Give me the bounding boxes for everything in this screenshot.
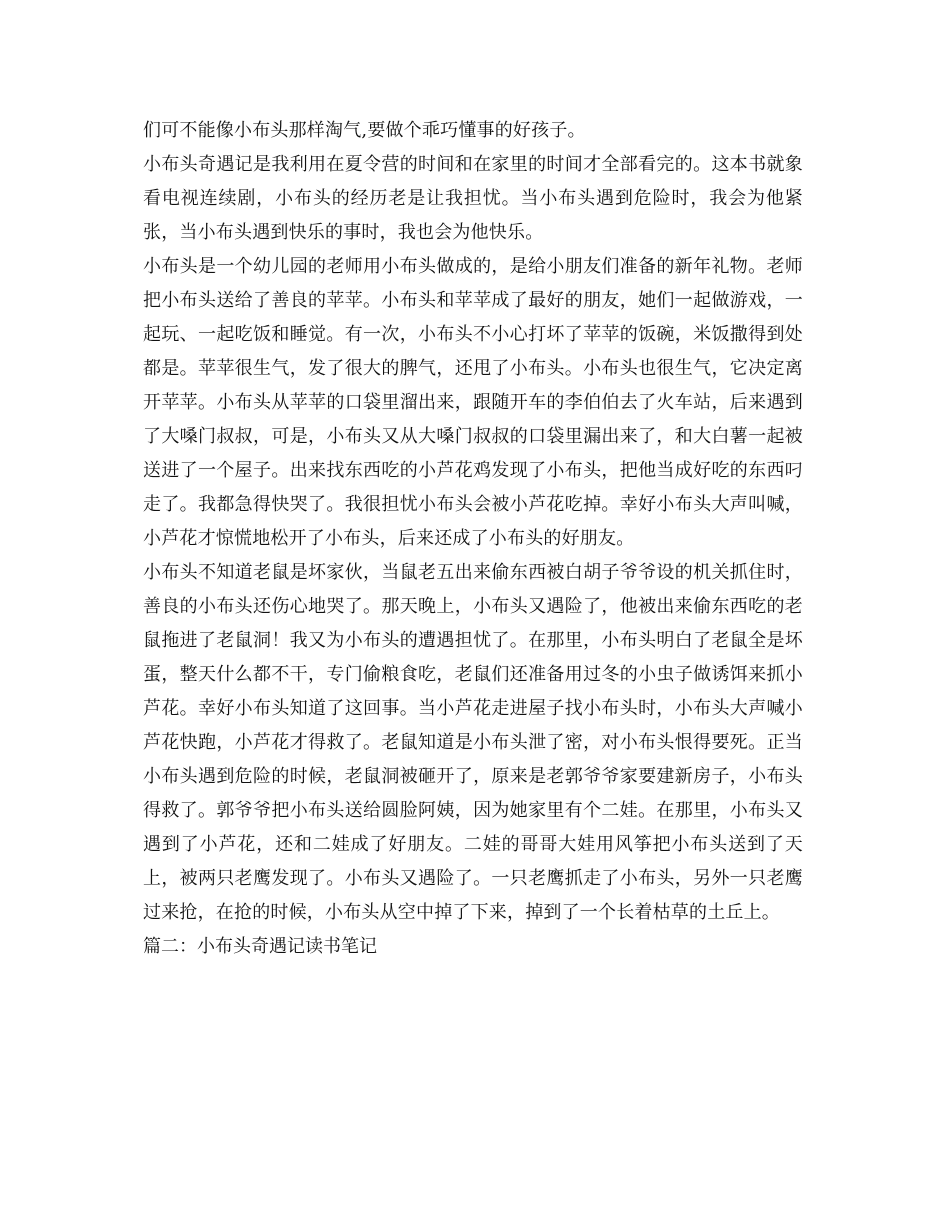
- paragraph-1: 们可不能像小布头那样淘气,要做个乖巧懂事的好孩子。: [143, 120, 586, 141]
- document-body: [143, 114, 803, 964]
- paragraph-3: 小布头是一个幼儿园的老师用小布头做成的，是给小朋友们准备的新年礼物。老师把小布头送给了善良的苹苹。小布头和苹苹成了最好的朋友，她们一起做游戏，一起玩、一起吃饭和睡觉。有一次，小布头不小心打坏了苹苹的饭碗，米饭撒得到处都是。苹苹很生气，发了很大的脾气，还甩了小布头。小布头也很生气，它决定离开苹苹。小布头从苹苹的口袋里溜出来，跟随开车的李伯伯去了火车站，后来遇到了大嗓门叔叔，可是，小布头又从大嗓门叔叔的口袋里漏出来了，和大白薯一起被送进了一个屋子。出来找东西吃的小芦花鸡发现了小布头，把他当成好吃的东西叼走了。我都急得快哭了。我很担忧小布头会被小芦花吃掉。幸好小布头大声叫喊，小芦花才惊慌地松开了小布头，后来还成了小布头的好朋友。: [143, 256, 803, 549]
- paragraph-4: 小布头不知道老鼠是坏家伙，当鼠老五出来偷东西被白胡子爷爷设的机关抓住时，善良的小布头还伤心地哭了。那天晚上，小布头又遇险了，他被出来偷东西吃的老鼠拖进了老鼠洞！我又为小布头的遭遇担忧了。在那里，小布头明白了老鼠全是坏蛋，整天什么都不干，专门偷粮食吃，老鼠们还准备用过冬的小虫子做诱饵来抓小芦花。幸好小布头知道了这回事。当小芦花走进屋子找小布头时，小布头大声喊小芦花快跑，小芦花才得救了。老鼠知道是小布头泄了密，对小布头恨得要死。正当小布头遇到危险的时候，老鼠洞被砸开了，原来是老郭爷爷家要建新房子，小布头得救了。郭爷爷把小布头送给圆脸阿姨，因为她家里有个二娃。在那里，小布头又遇到了小芦花，还和二娃成了好朋友。二娃的哥哥大娃用风筝把小布头送到了天上，被两只老鹰发现了。小布头又遇险了。一只老鹰抓走了小布头，另外一只老鹰过来抢，在抢的时候，小布头从空中掉了下来，掉到了一个长着枯草的土丘上。: [143, 562, 803, 923]
- section-heading: 篇二：小布头奇遇记读书笔记: [143, 936, 377, 957]
- paragraph-2: 小布头奇遇记是我利用在夏令营的时间和在家里的时间才全部看完的。这本书就象看电视连续剧，小布头的经历老是让我担忧。当小布头遇到危险时，我会为他紧张，当小布头遇到快乐的事时，我也会为他快乐。: [143, 154, 803, 243]
